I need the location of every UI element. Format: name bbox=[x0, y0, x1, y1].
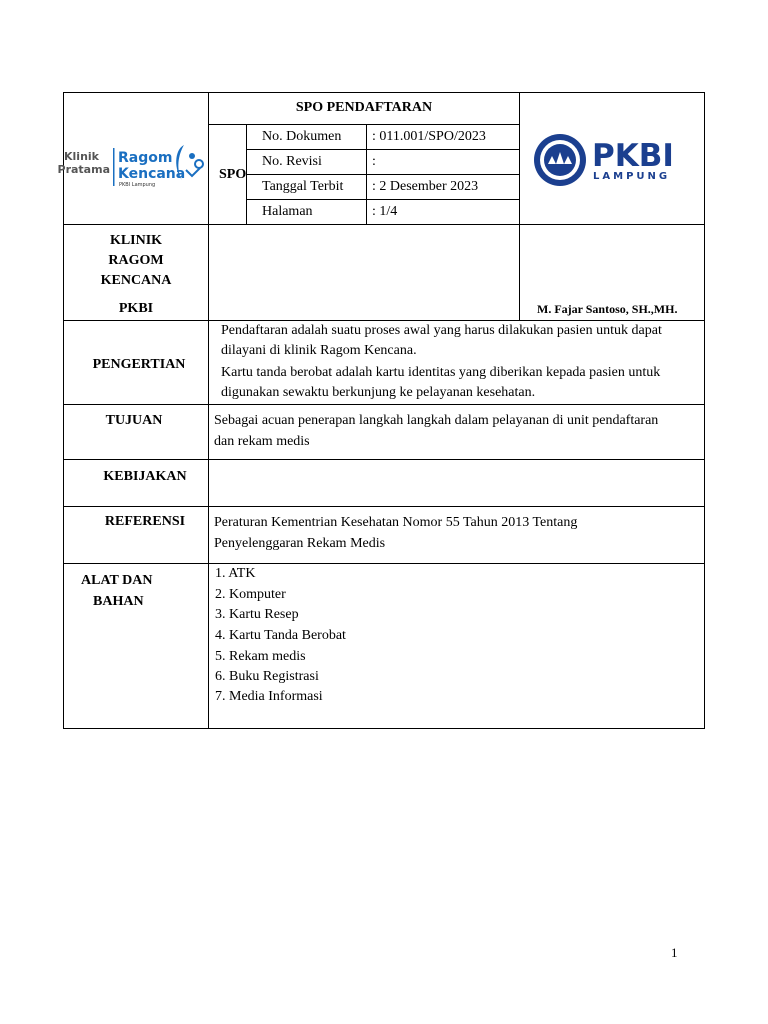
title-row-divider bbox=[208, 124, 520, 125]
referensi-label: REFERENSI bbox=[104, 514, 186, 529]
field-row-divider-1 bbox=[246, 149, 520, 150]
tujuan-label: TUJUAN bbox=[105, 413, 163, 428]
list-item: 5. Rekam medis bbox=[215, 649, 306, 664]
clinic-name-line1: KLINIK bbox=[109, 233, 163, 248]
list-item: 1. ATK bbox=[215, 566, 256, 581]
row-divider-header bbox=[63, 224, 705, 225]
pkbi-lampung-logo bbox=[530, 130, 692, 188]
tujuan-line2: dan rekam medis bbox=[214, 434, 310, 449]
label-column-divider bbox=[208, 92, 209, 729]
logo-line1: Klinik bbox=[64, 150, 99, 163]
row-divider-kebijakan bbox=[63, 506, 705, 507]
klinik-ragom-kencana-logo bbox=[57, 140, 206, 190]
pengertian-label: PENGERTIAN bbox=[92, 357, 186, 372]
alat-label-line1: ALAT DAN bbox=[81, 573, 153, 588]
no-revisi-label: No. Revisi bbox=[262, 154, 322, 169]
list-item: 3. Kartu Resep bbox=[215, 607, 299, 622]
page-number: 1 bbox=[671, 945, 678, 960]
clinic-name-line2: RAGOM bbox=[108, 253, 164, 268]
tanggal-terbit-label: Tanggal Terbit bbox=[262, 179, 344, 194]
logo-brand1: Ragom bbox=[118, 150, 173, 166]
table-border-right bbox=[704, 92, 705, 729]
no-dokumen-value: : 011.001/SPO/2023 bbox=[372, 129, 486, 144]
halaman-value: : 1/4 bbox=[372, 204, 398, 219]
row-divider-referensi bbox=[63, 563, 705, 564]
logo-line2: Pratama bbox=[57, 163, 110, 176]
field-row-divider-3 bbox=[246, 199, 520, 200]
table-border-top bbox=[63, 92, 705, 93]
row-divider-pengertian bbox=[63, 404, 705, 405]
row-divider-tujuan bbox=[63, 459, 705, 460]
tanggal-terbit-value: : 2 Desember 2023 bbox=[372, 179, 479, 194]
referensi-line1: Peraturan Kementrian Kesehatan Nomor 55 Tahun 2013 Tentang bbox=[214, 515, 578, 530]
spo-label: SPO bbox=[219, 167, 247, 182]
field-row-divider-2 bbox=[246, 174, 520, 175]
pengertian-line1: Pendaftaran adalah suatu proses awal yang harus dilakukan pasien untuk dapat bbox=[221, 323, 662, 338]
pengertian-line2: dilayani di klinik Ragom Kencana. bbox=[221, 343, 417, 358]
table-border-bottom bbox=[63, 728, 705, 729]
pengertian-line3: Kartu tanda berobat adalah kartu identitas yang diberikan kepada pasien untuk bbox=[221, 365, 661, 380]
logo-sub: PKBI Lampung bbox=[119, 182, 156, 188]
document-title: SPO PENDAFTARAN bbox=[295, 100, 433, 115]
list-item: 2. Komputer bbox=[215, 587, 286, 602]
clinic-pkbi: PKBI bbox=[118, 301, 154, 316]
referensi-line2: Penyelenggaran Rekam Medis bbox=[214, 536, 386, 551]
pengertian-line4: digunakan sewaktu berkunjung ke pelayanan kesehatan. bbox=[221, 385, 536, 400]
halaman-label: Halaman bbox=[262, 204, 313, 219]
logo-column-divider bbox=[519, 92, 520, 321]
no-revisi-value: : bbox=[372, 154, 376, 169]
pkbi-logo-text: PKBI bbox=[592, 138, 674, 174]
logo-brand2: Kencana bbox=[118, 166, 186, 182]
clinic-name-line3: KENCANA bbox=[100, 273, 172, 288]
list-item: 7. Media Informasi bbox=[215, 689, 323, 704]
kebijakan-label: KEBIJAKAN bbox=[103, 469, 187, 484]
signatory-name: M. Fajar Santoso, SH.,MH. bbox=[537, 302, 678, 316]
lampung-logo-text: LAMPUNG bbox=[593, 171, 671, 182]
alat-label-line2: BAHAN bbox=[93, 594, 144, 609]
tujuan-line1: Sebagai acuan penerapan langkah langkah dalam pelayanan di unit pendaftaran bbox=[214, 413, 659, 428]
no-dokumen-label: No. Dokumen bbox=[262, 129, 342, 144]
list-item: 4. Kartu Tanda Berobat bbox=[215, 628, 346, 643]
list-item: 6. Buku Registrasi bbox=[215, 669, 319, 684]
